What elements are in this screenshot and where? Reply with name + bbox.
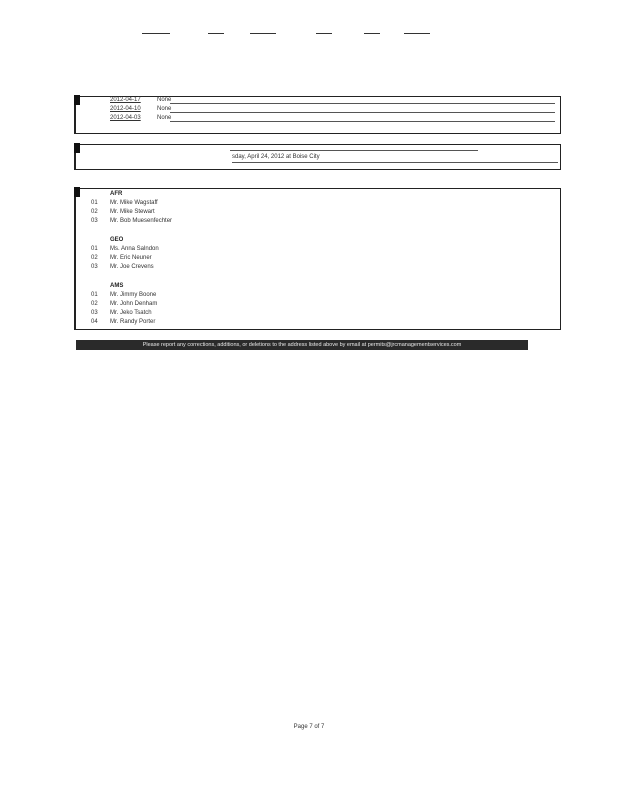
member-name: Mr. Jeko Tsatch — [110, 310, 152, 316]
member-number: 03 — [91, 264, 98, 270]
member-number: 02 — [91, 301, 98, 307]
member-name: Mr. Jimmy Boone — [110, 292, 157, 298]
member-name: Mr. Eric Neuner — [110, 255, 152, 261]
page-number: Page 7 of 7 — [293, 724, 325, 730]
member-number: 04 — [91, 319, 98, 325]
section-marker — [74, 95, 80, 105]
rule — [170, 121, 555, 122]
history-note: None — [157, 106, 172, 112]
member-number: 03 — [91, 218, 98, 224]
section-marker — [74, 187, 80, 197]
header-line — [142, 33, 170, 34]
header-line — [208, 33, 224, 34]
group-heading: AFR — [110, 191, 123, 197]
member-name: Ms. Anna Salndon — [110, 246, 159, 252]
header-line — [404, 33, 430, 34]
history-note: None — [157, 97, 172, 103]
history-row — [110, 96, 171, 104]
rule — [170, 112, 555, 113]
history-row — [110, 114, 171, 122]
history-note: None — [157, 115, 172, 121]
member-number: 01 — [91, 292, 98, 298]
group-heading: GEO — [110, 237, 124, 243]
member-number: 02 — [91, 209, 98, 215]
member-number: 03 — [91, 310, 98, 316]
history-date: 2012-04-03 — [110, 115, 141, 121]
history-date: 2012-04-17 — [110, 97, 141, 103]
member-name: Mr. Mike Stewart — [110, 209, 155, 215]
header-line — [316, 33, 332, 34]
member-name: Mr. Joe Crevens — [110, 264, 154, 270]
member-number: 01 — [91, 246, 98, 252]
history-date: 2012-04-10 — [110, 106, 141, 112]
meeting-text: sday, April 24, 2012 at Boise City — [232, 154, 320, 160]
member-number: 02 — [91, 255, 98, 261]
member-name: Mr. Randy Porter — [110, 319, 156, 325]
history-row — [110, 105, 171, 113]
member-name: Mr. Mike Wagstaff — [110, 200, 158, 206]
group-heading: AMS — [110, 283, 124, 289]
member-name: Mr. John Denham — [110, 301, 158, 307]
rule — [170, 103, 555, 104]
header-line — [250, 33, 276, 34]
rule — [230, 150, 478, 151]
header-line — [364, 33, 380, 34]
member-name: Mr. Bob Muesenfechter — [110, 218, 173, 224]
rule — [232, 162, 558, 163]
member-number: 01 — [91, 200, 98, 206]
corrections-banner: Please report any corrections, additions, or deletions to the address listed above by email at permits@jrcmanagementservices.com — [76, 340, 528, 350]
section-marker — [74, 143, 80, 153]
